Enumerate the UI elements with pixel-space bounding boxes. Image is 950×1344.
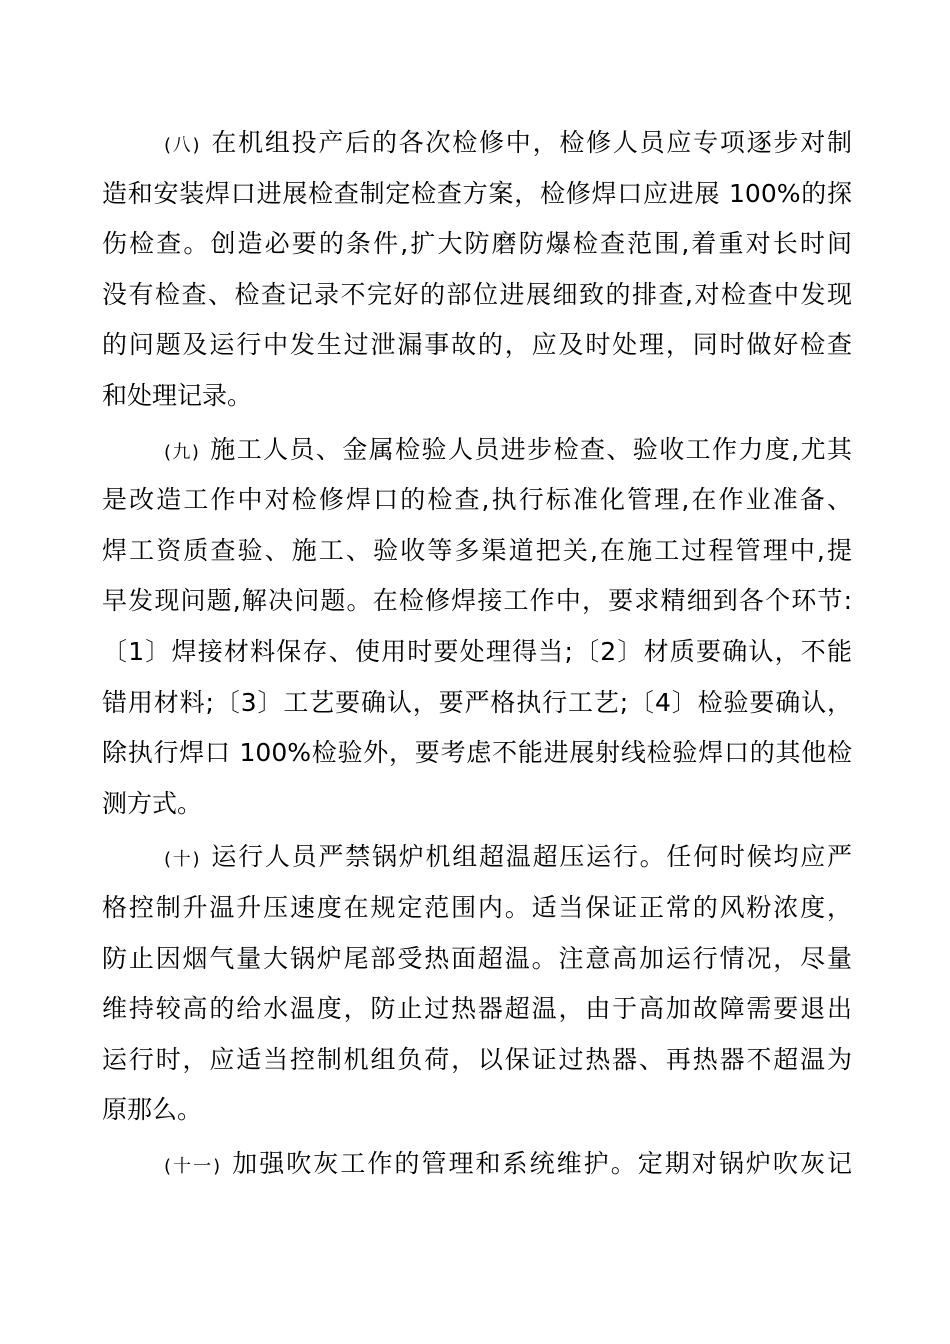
paragraph-line: 维持较高的给水温度，防止过热器超温，由于高加故障需要退出	[102, 994, 852, 1024]
paragraph-number: (十一)	[164, 1155, 221, 1177]
paragraph-11	[102, 1139, 852, 1190]
paragraph-line: 焊工资质查验、施工、验收等多渠道把关,在施工过程管理中,提	[102, 535, 852, 565]
paragraph-line: 除执行焊口 100%检验外，要考虑不能进展射线检验焊口的其他检	[102, 738, 852, 768]
paragraph-line: 造和安装焊口进展检查制定检查方案，检修焊口应进展 100%的探	[102, 178, 852, 208]
paragraph-line: 错用材料;〔3〕工艺要确认，要严格执行工艺;〔4〕检验要确认，	[102, 687, 852, 717]
paragraph-line: 早发现问题,解决问题。在检修焊接工作中，要求精细到各个环节:	[102, 586, 852, 616]
line-text: 加强吹灰工作的管理和系统维护。定期对锅炉吹灰记	[230, 1148, 852, 1178]
document-body	[102, 118, 852, 1192]
line-text: 施工人员、金属检验人员进步检查、验收工作力度,尤其	[208, 434, 853, 464]
paragraph-line: 〔1〕焊接材料保存、使用时要处理得当;〔2〕材质要确认，不能	[102, 636, 852, 666]
paragraph-line	[102, 118, 852, 169]
line-text: 运行人员严禁锅炉机组超温超压运行。任何时候均应严	[209, 842, 852, 872]
paragraph-line: 运行时，应适当控制机组负荷，以保证过热器、再热器不超温为	[102, 1044, 852, 1074]
paragraph-line	[102, 832, 852, 883]
paragraph-line: 原那么。	[102, 1095, 203, 1125]
paragraph-line: 格控制升温升压速度在规定范围内。适当保证正常的风粉浓度，	[102, 892, 852, 922]
line-text: 在机组投产后的各次检修中，检修人员应专项逐步对制	[209, 128, 852, 157]
paragraph-number: (十)	[164, 849, 200, 871]
paragraph-line	[102, 1139, 852, 1190]
paragraph-number: (九)	[164, 441, 199, 463]
paragraph-8	[102, 118, 852, 422]
paragraph-10	[102, 832, 852, 1136]
paragraph-line	[102, 425, 852, 476]
paragraph-line: 和处理记录。	[102, 380, 253, 410]
paragraph-9	[102, 425, 852, 830]
paragraph-line: 测方式。	[102, 788, 203, 818]
paragraph-line: 伤检查。创造必要的条件,扩大防磨防爆检查范围,着重对长时间	[102, 229, 852, 259]
paragraph-line: 是改造工作中对检修焊口的检查,执行标准化管理,在作业准备、	[102, 485, 852, 515]
paragraph-line: 的问题及运行中发生过泄漏事故的，应及时处理，同时做好检查	[102, 330, 852, 360]
paragraph-line: 没有检查、检查记录不完好的部位进展细致的排查,对检查中发现	[102, 279, 852, 309]
paragraph-line: 防止因烟气量大锅炉尾部受热面超温。注意高加运行情况，尽量	[102, 943, 852, 973]
paragraph-number: (八)	[164, 135, 200, 156]
